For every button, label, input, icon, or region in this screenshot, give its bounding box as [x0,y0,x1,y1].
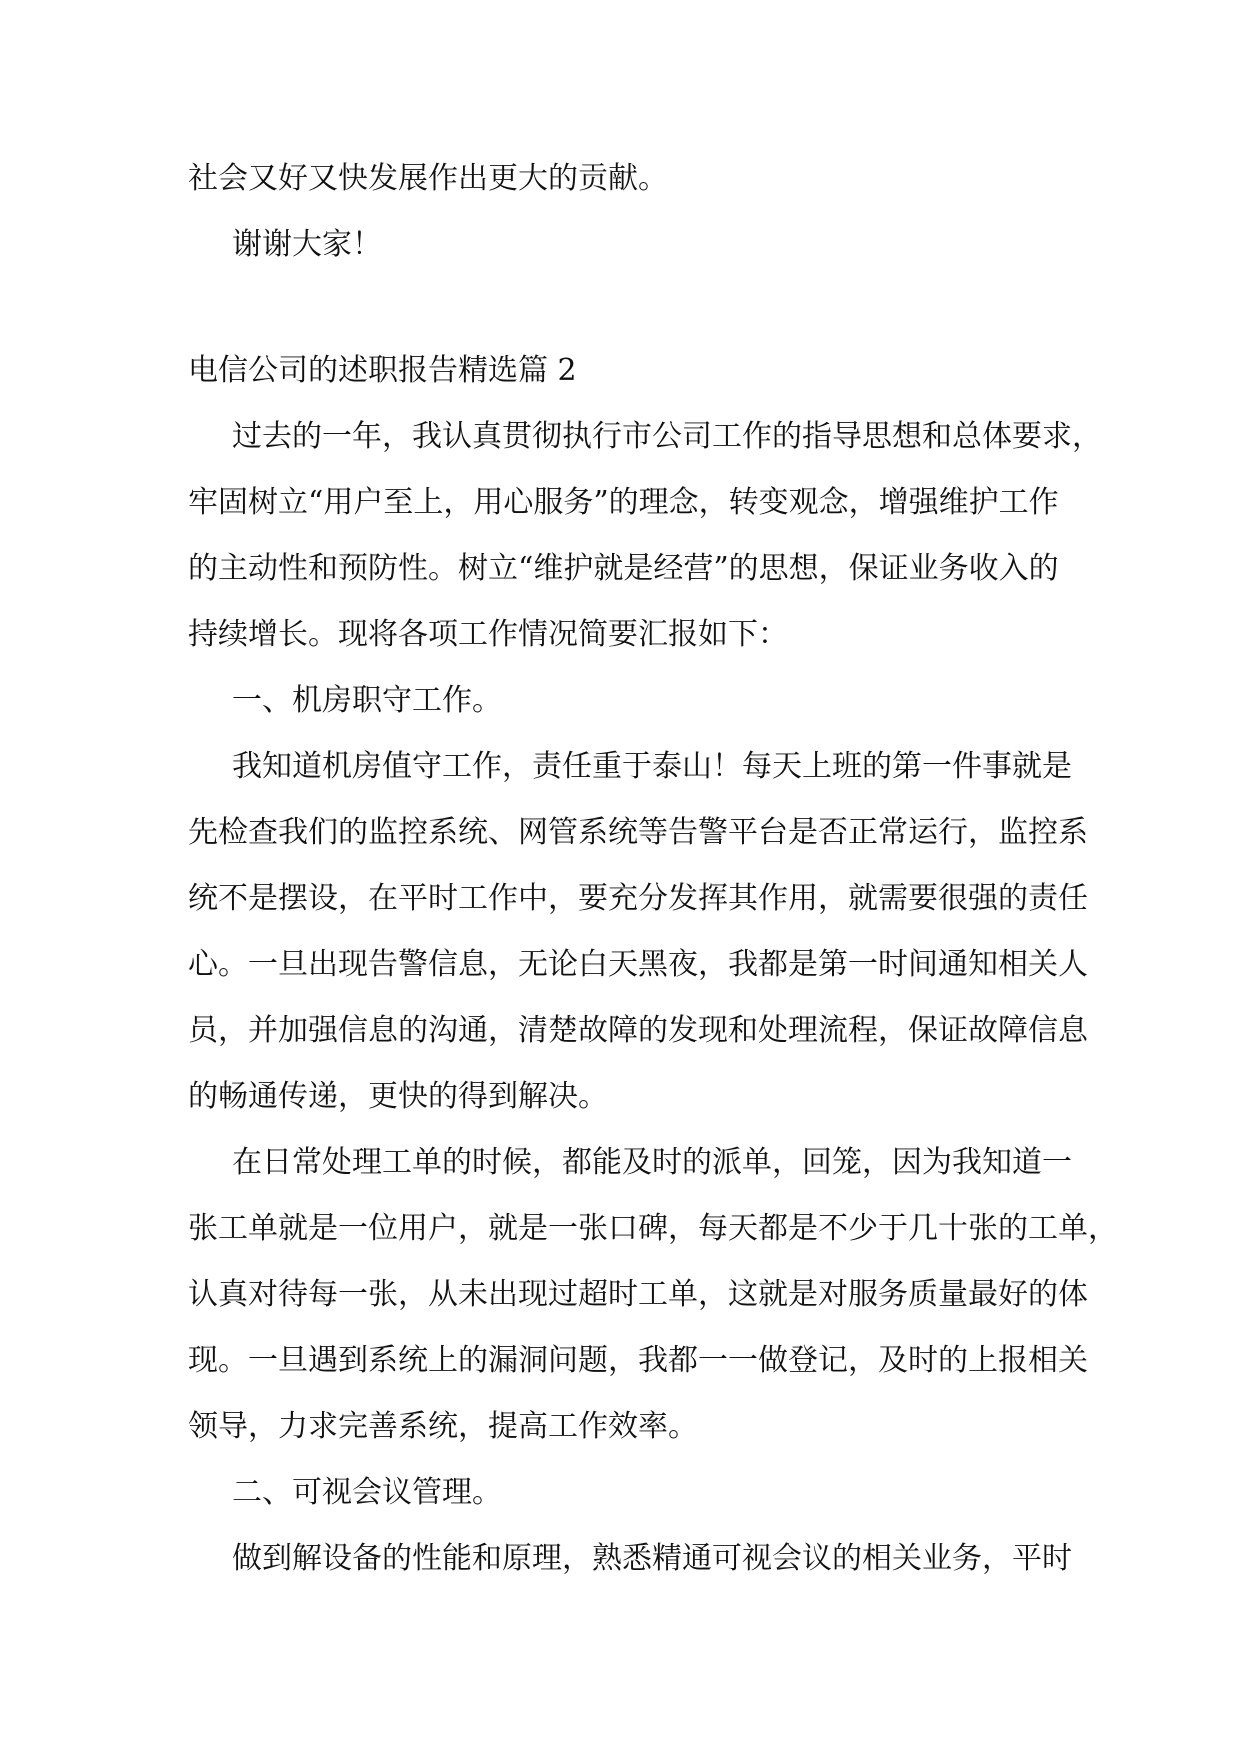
intro-paragraph [188,404,1102,668]
video-conference-paragraph [188,1526,1072,1592]
paragraph-line: 现。一旦遇到系统上的漏洞问题，我都一一做登记，及时的上报相关 [188,1343,1088,1378]
paragraph-line: 员，并加强信息的沟通，清楚故障的发现和处理流程，保证故障信息 [188,1013,1088,1048]
heading-video-conference: 二、可视会议管理。 [232,1475,502,1510]
work-order-paragraph [188,1130,1118,1460]
paragraph-line: 认真对待每一张，从未出现过超时工单，这就是对服务质量最好的体 [188,1277,1088,1312]
heading-machine-room-duty: 一、机房职守工作。 [232,683,502,718]
paragraph-line: 统不是摆设，在平时工作中，要充分发挥其作用，就需要很强的责任 [188,881,1088,916]
paragraph-line: 持续增长。现将各项工作情况简要汇报如下： [188,617,788,652]
section-spacer [188,278,1058,338]
section-title: 电信公司的述职报告精选篇 2 [188,353,577,388]
paragraph-line: 的主动性和预防性。树立“维护就是经营”的思想，保证业务收入的 [188,551,1059,586]
paragraph-line: 做到解设备的性能和原理，熟悉精通可视会议的相关业务，平时 [232,1541,1072,1576]
thanks-line: 谢谢大家！ [232,227,382,262]
paragraph-line: 张工单就是一位用户，就是一张口碑，每天都是不少于几十张的工单， [188,1211,1118,1246]
paragraph-line: 心。一旦出现告警信息，无论白天黑夜，我都是第一时间通知相关人 [188,947,1088,982]
paragraph-line: 先检查我们的监控系统、网管系统等告警平台是否正常运行，监控系 [188,815,1088,850]
paragraph-line: 过去的一年，我认真贯彻执行市公司工作的指导思想和总体要求， [232,419,1102,454]
previous-section-closing-line: 社会又好又快发展作出更大的贡献。 [188,161,668,196]
paragraph-line: 领导，力求完善系统，提高工作效率。 [188,1409,698,1444]
paragraph-line: 我知道机房值守工作，责任重于泰山！每天上班的第一件事就是 [232,749,1072,784]
machine-room-paragraph [188,734,1088,1130]
paragraph-line: 的畅通传递，更快的得到解决。 [188,1079,608,1114]
document-body [188,146,1118,1592]
paragraph-line: 牢固树立“用户至上，用心服务”的理念，转变观念，增强维护工作 [188,485,1059,520]
paragraph-line: 在日常处理工单的时候，都能及时的派单，回笼，因为我知道一 [232,1145,1072,1180]
